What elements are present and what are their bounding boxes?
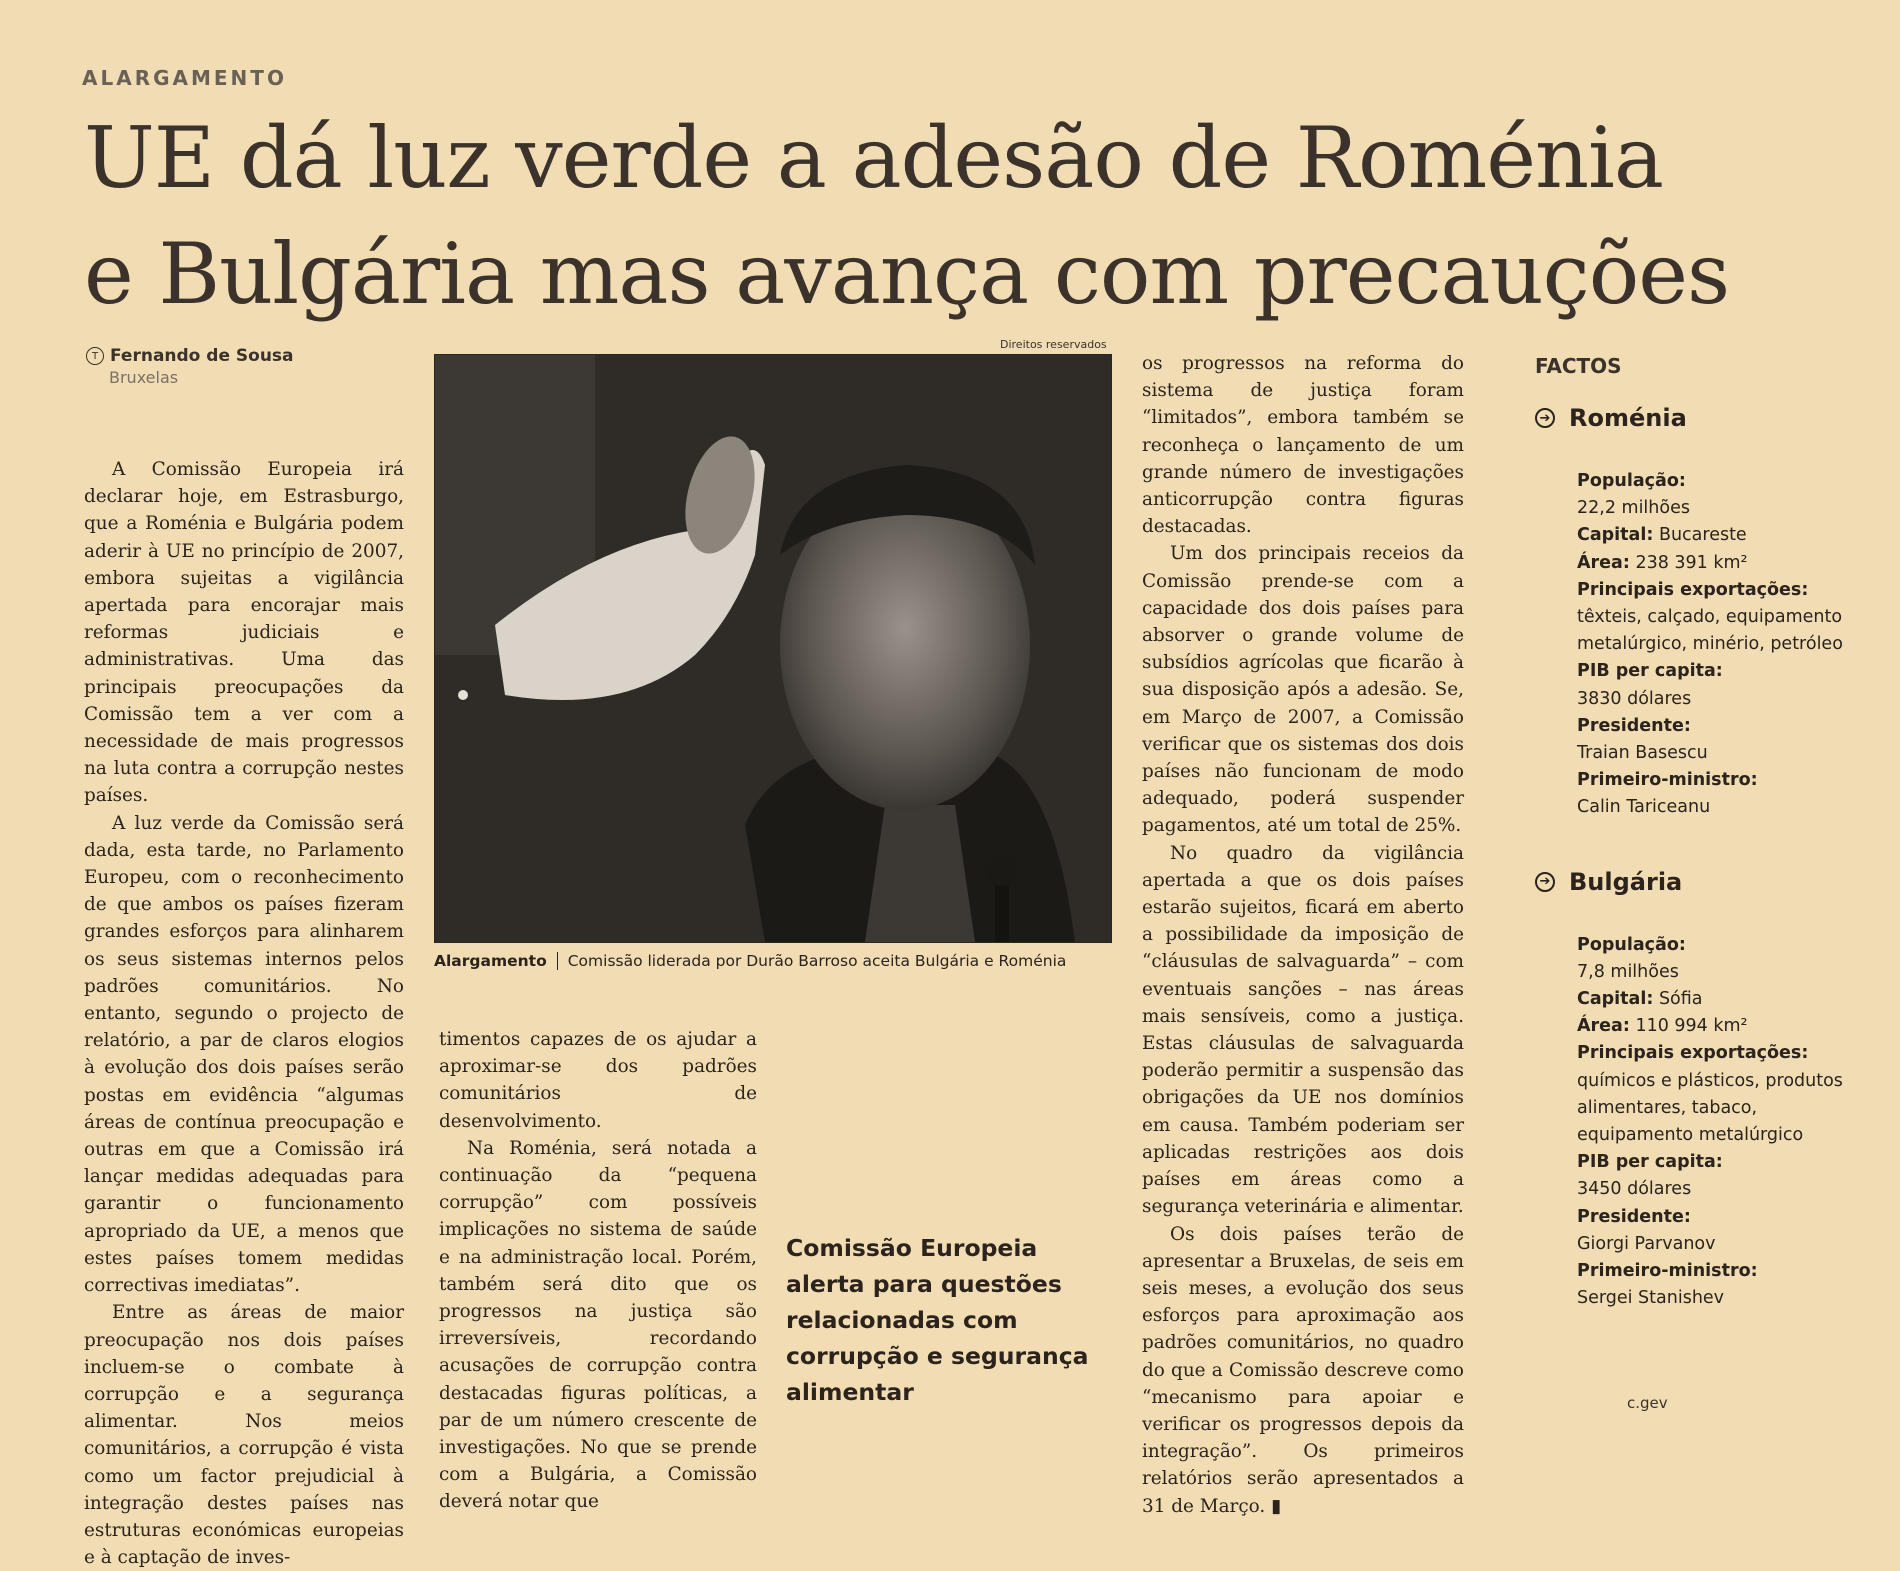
paragraph: Os dois países terão de apresentar a Bruxelas, de seis em seis meses, a evolução dos seus esforços para aproximação aos padrões comunitários, no quadro do que a Comissão descreve como “mecanismo para apoiar e verificar os progressos depois da integração”. Os primeiros relatórios serão apresentados a 31 de Março. ▮: [1142, 1223, 1464, 1517]
arrow-right-icon: ➔: [1535, 408, 1555, 428]
article-column-2: [439, 1026, 757, 1516]
facts-title: FACTOS: [1535, 354, 1622, 378]
caption-text: Comissão liderada por Durão Barroso aceita Bulgária e Roménia: [567, 952, 1067, 970]
article-column-3: [1142, 350, 1464, 1520]
headline-line-2: e Bulgária mas avança com precauções: [84, 225, 1730, 323]
pull-quote: Comissão Europeia alerta para questões relacionadas com corrupção e segurança alimentar: [786, 1234, 1089, 1406]
country-heading-bulgaria: ➔ Bulgária: [1535, 868, 1865, 896]
byline: [86, 346, 294, 387]
section-label: ALARGAMENTO: [82, 66, 287, 90]
arrow-right-icon: ➔: [1535, 872, 1555, 892]
paragraph: os progressos na reforma do sistema de justiça foram “limitados”, embora também se reconheça o lançamento de um grande número de investigações anticorrupção contra figuras destacadas.: [1142, 353, 1464, 538]
paragraph: timentos capazes de os ajudar a aproximar-se dos padrões comunitários de desenvolvimento.: [439, 1029, 757, 1132]
headline-line-1: UE dá luz verde a adesão de Roménia: [84, 109, 1664, 207]
paragraph: A luz verde da Comissão será dada, esta tarde, no Parlamento Europeu, com o reconhecimento de que ambos os países fizeram grandes esforços para alinharem os seus sistemas internos pelos padrões comunitários. No entanto, segundo o projecto de relatório, a par de claros elogios à evolução dos dois países serão postas em evidência “algumas áreas de contínua preocupação e outras em que a Comissão irá lançar medidas adequadas para garantir o funcionamento apropriado da UE, a menos que estes países tomem medidas correctivas imediatas”.: [84, 812, 404, 1297]
author-name: Fernando de Sousa: [110, 346, 294, 366]
portrait-image: [435, 355, 1111, 942]
paragraph: No quadro da vigilância apertada a que os dois países estarão sujeitos, ficará em aberto a possibilidade da imposição de “cláusulas de salvaguarda” – com eventuais sanções – nas áreas mais sensíveis, como a justiça. Estas cláusulas de salvaguarda poderão permitir a suspensão das obrigações da UE nos domínios em causa. Também poderiam ser aplicadas restrições aos dois países em áreas como a segurança veterinária e alimentar.: [1142, 842, 1464, 1218]
headline: [84, 100, 1884, 332]
article-photo: [434, 354, 1112, 943]
country-heading-romenia: ➔ Roménia: [1535, 404, 1865, 432]
paragraph: A Comissão Europeia irá declarar hoje, em Estrasburgo, que a Roménia e Bulgária podem aderir à UE no princípio de 2007, embora sujeitas a vigilância apertada para encorajar mais reformas judiciais e administrativas. Uma das principais preocupações da Comissão tem a ver com a necessidade de mais progressos na luta contra a corrupção nestes países.: [84, 459, 404, 807]
author-icon: T: [86, 347, 104, 365]
photo-caption: [434, 952, 1066, 970]
photo-credit: Direitos reservados: [1000, 338, 1107, 351]
caption-label: Alargamento: [434, 952, 558, 970]
author-location: Bruxelas: [109, 368, 179, 387]
article-column-1: [84, 456, 404, 1571]
paragraph: Na Roménia, será notada a continuação da “pequena corrupção” com possíveis implicações no sistema de saúde e na administração local. Porém, também será dito que os progressos na justiça são irreversíveis, recordando acusações de corrupção contra destacadas figuras políticas, a par de um número crescente de investigações. No que se prende com a Bulgária, a Comissão deverá notar que: [439, 1137, 757, 1513]
author-signature: c.gev: [1627, 1394, 1668, 1412]
paragraph: Um dos principais receios da Comissão prende-se com a capacidade dos dois países para absorver o grande volume de subsídios agrícolas que ficarão à sua disposição após a adesão. Se, em Março de 2007, a Comissão verificar que os sistemas dos dois países não funcionam de modo adequado, poderá suspender pagamentos, até um total de 25%.: [1142, 543, 1464, 837]
paragraph: Entre as áreas de maior preocupação nos dois países incluem-se o combate à corrupção e a segurança alimentar. Nos meios comunitários, a corrupção é vista como um factor prejudicial à integração destes países nas estruturas económicas europeias e à captação de inves-: [84, 1302, 404, 1569]
facts-romenia: População: 22,2 milhões Capital: Bucareste Área: 238 391 km² Principais exportações: têxteis, calçado, equipamento metalúrgico, minério, petróleo PIB per capita: 3830 dólares Presidente: Traian Basescu Primeiro-ministro: Calin Tariceanu: [1577, 471, 1843, 818]
facts-bulgaria: População: 7,8 milhões Capital: Sófia Área: 110 994 km² Principais exportações: químicos e plásticos, produtos alimentares, tabaco, equipamento metalúrgico PIB per capita: 3450 dólares Presidente: Giorgi Parvanov Primeiro-ministro: Sergei Stanishev: [1577, 934, 1843, 1309]
facts-box: [1535, 354, 1865, 1312]
